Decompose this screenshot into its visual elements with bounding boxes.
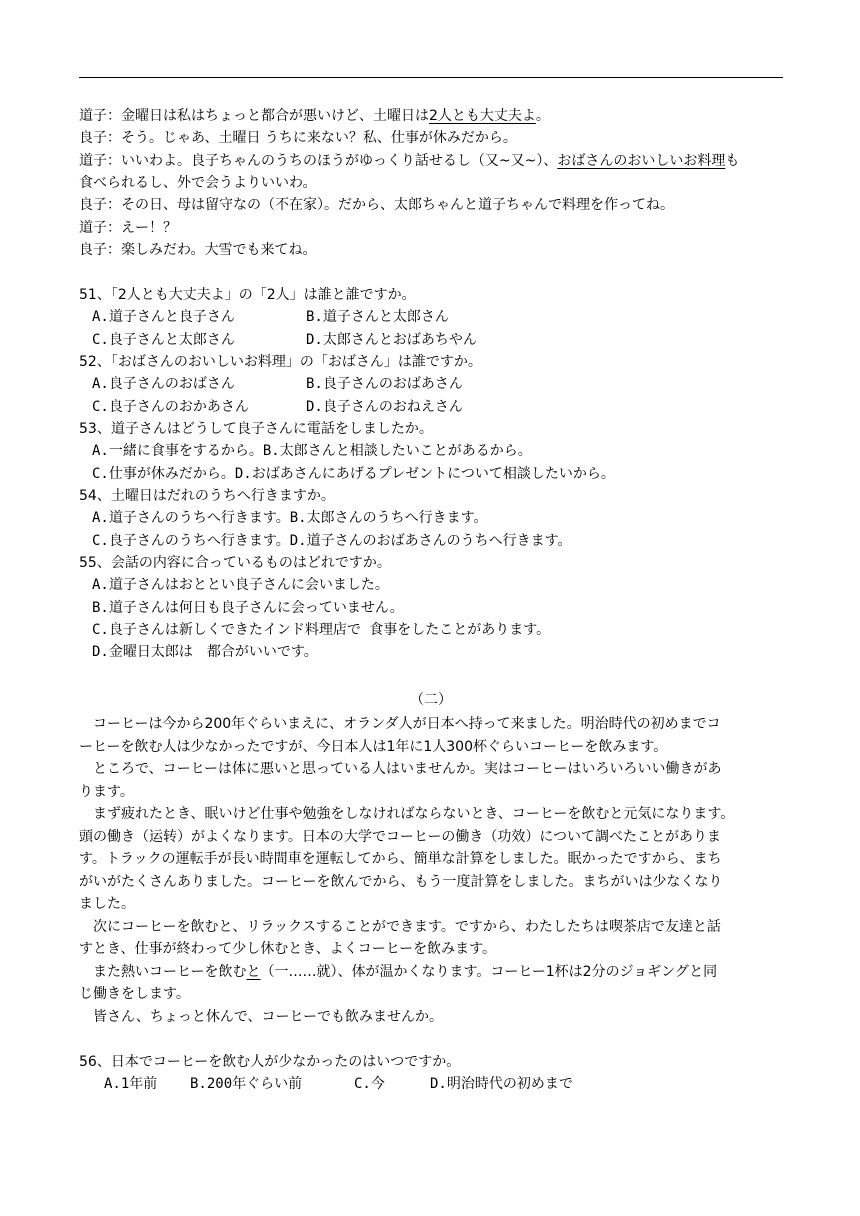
underlined-particle: と — [246, 964, 261, 980]
option-55-d: D.金曜日太郎は 都合がいいです。 — [92, 644, 318, 660]
dialogue-line-3: 道子：いいわよ。良子ちゃんのうちのほうがゆっくり話せるし（又~又~）、おばさんのおいしいお料理も — [79, 153, 740, 169]
passage-line: すとき、仕事が終わって少し休むとき、よくコーヒーを飲みます。 — [79, 941, 497, 957]
option-52-a: A.良子さんのおばさん — [92, 376, 235, 392]
dialogue-line-6: 道子：えー！？ — [79, 220, 177, 236]
question-51: 51、「2人とも大丈夫よ」の「2人」は誰と誰ですか。 — [79, 287, 416, 303]
dialogue-line-7: 良子：楽しみだわ。大雪でも来てね。 — [79, 242, 317, 258]
passage-line: コーヒーは今から200年ぐらいまえに、オランダ人が日本へ持って来ました。明治時代の初めまでコ — [79, 716, 721, 732]
question-52: 52、「おばさんのおいしいお料理」の「おばさん」は誰ですか。 — [79, 354, 482, 370]
option-52-d: D.良子さんのおねえさん — [306, 399, 463, 415]
passage-line: す。トラックの運転手が長い時間車を運転してから、簡単な計算をしました。眠かったですから、まち — [79, 851, 722, 867]
option-56-a: A.1年前 — [104, 1076, 158, 1092]
passage-line: ります。 — [79, 784, 134, 800]
options-53-ab: A.一緒に食事をするから。B.太郎さんと相談したいことがあるから。 — [92, 443, 532, 459]
underlined-phrase: おばさんのおいしいお料理 — [557, 153, 726, 169]
options-54-ab: A.道子さんのうちへ行きます。B.太郎さんのうちへ行きます。 — [92, 510, 488, 526]
option-51-a: A.道子さんと良子さん — [92, 309, 235, 325]
header-rule — [79, 77, 783, 78]
options-54-cd: C.良子さんのうちへ行きます。D.道子さんのおばあさんのうちへ行きます。 — [92, 533, 572, 549]
question-56: 56、日本でコーヒーを飲む人が少なかったのはいつですか。 — [79, 1054, 461, 1070]
option-52-b: B.良子さんのおばあさん — [306, 376, 463, 392]
dialogue-line-2: 良子：そう。じゃあ、土曜日 うちに来ない？私、仕事が休みだから。 — [79, 130, 517, 146]
dialogue-line-1: 道子：金曜日は私はちょっと都合が悪いけど、土曜日は2人とも大丈夫よ。 — [79, 108, 550, 124]
option-55-b: B.道子さんは何日も良子さんに会っていません。 — [92, 600, 404, 616]
option-56-b: B.200年ぐらい前 — [190, 1076, 303, 1092]
option-52-c: C.良子さんのおかあさん — [92, 399, 249, 415]
underlined-phrase: 2人とも大丈夫よ — [429, 108, 536, 124]
passage-line: 次にコーヒーを飲むと、リラックスすることができます。ですから、わたしたちは喫茶店で友達と話 — [79, 919, 721, 935]
question-55: 55、会話の内容に合っているものはどれですか。 — [79, 555, 391, 571]
option-56-d: D.明治時代の初めまで — [430, 1076, 573, 1092]
section-heading: （二） — [410, 692, 452, 708]
passage-line: まず疲れたとき、眠いけど仕事や勉強をしなければならないとき、コーヒーを飲むと元気になります。 — [79, 806, 735, 822]
options-53-cd: C.仕事が休みだから。D.おばあさんにあげるプレゼントについて相談したいから。 — [92, 466, 615, 482]
dialogue-line-4: 食べられるし、外で会うよりいいわ。 — [79, 175, 317, 191]
passage-line: 頭の働き（运转）がよくなります。日本の大学でコーヒーの働き（功效）について調べたことがありま — [79, 829, 722, 845]
option-56-c: C.今 — [354, 1076, 385, 1092]
option-51-b: B.道子さんと太郎さん — [306, 309, 449, 325]
passage-line: また熱いコーヒーを飲むと（一……就）、体が温かくなります。コーヒー1杯は2分のジョギングと同 — [79, 964, 718, 980]
option-51-c: C.良子さんと太郎さん — [92, 332, 235, 348]
option-55-c: C.良子さんは新しくできたインド料理店で 食事をしたことがあります。 — [92, 622, 551, 638]
option-51-d: D.太郎さんとおばあちやん — [306, 332, 477, 348]
dialogue-line-5: 良子：その日、母は留守なの（不在家）。だから、太郎ちゃんと道子ちゃんで料理を作ってね。 — [79, 197, 674, 213]
passage-line: ーヒーを飲む人は少なかったですが、今日本人は1年に1人300杯ぐらいコーヒーを飲みます。 — [79, 739, 668, 755]
question-54: 54、土曜日はだれのうちへ行きますか。 — [79, 488, 335, 504]
passage-line: じ働きをします。 — [79, 986, 190, 1002]
passage-line: 皆さん、ちょっと休んで、コーヒーでも飲みませんか。 — [79, 1009, 443, 1025]
option-55-a: A.道子さんはおととい良子さんに会いました。 — [92, 577, 389, 593]
question-53: 53、道子さんはどうして良子さんに電話をしましたか。 — [79, 421, 433, 437]
passage-line: がいがたくさんありました。コーヒーを飲んでから、もう一度計算をしました。まちがいは少なくなり — [79, 874, 723, 890]
passage-line: ところで、コーヒーは体に悪いと思っている人はいませんか。実はコーヒーはいろいろいい働きがあ — [79, 761, 722, 777]
passage-line: ました。 — [79, 896, 135, 912]
